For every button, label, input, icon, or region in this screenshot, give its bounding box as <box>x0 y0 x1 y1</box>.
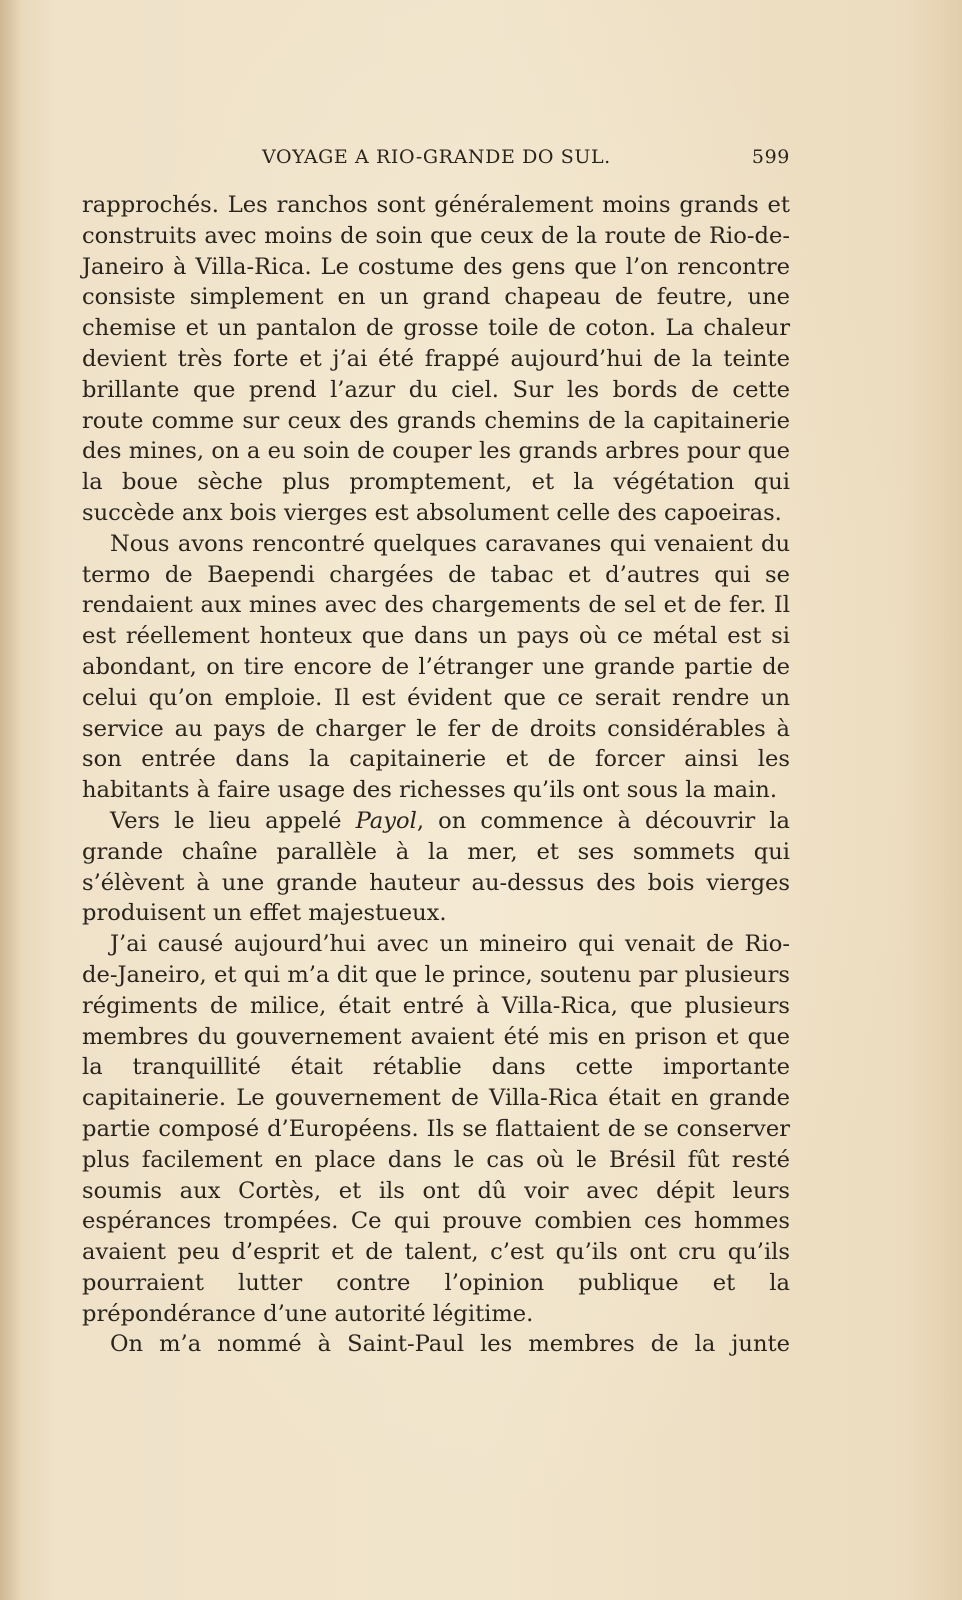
running-head <box>82 140 790 172</box>
paragraph-text: , on commence à découvrir la grande chaîne parallèle à la mer, et ses sommets qui s’élèvent à une grande hauteur au-dessus des bois vierges produisent un effet majestueux. <box>82 807 790 927</box>
paragraph: J’ai causé aujourd’hui avec un mineiro qui venait de Rio-de-Janeiro, et qui m’a dit que le prince, soutenu par plusieurs régiments de milice, était entré à Villa-Rica, que plusieurs membres du gouvernement avaient été mis en prison et que la tranquillité était rétablie dans cette importante capitainerie. Le gouvernement de Villa-Rica était en grande partie composé d’Européens. Ils se flattaient de se conserver plus facilement en place dans le cas où le Brésil fût resté soumis aux Cortès, et ils ont dû voir avec dépit leurs espérances trompées. Ce qui prouve combien ces hommes avaient peu d’esprit et de talent, c’est qu’ils ont cru qu’ils pourraient lutter contre l’opinion publique et la prépondérance d’une autorité légitime. <box>82 931 790 1327</box>
page-number: 599 <box>751 146 790 168</box>
paragraph: Nous avons rencontré quelques caravanes qui venaient du termo de Baependi chargées de tabac et d’autres qui se rendaient aux mines avec des chargements de sel et de fer. Il est réellement honteux que dans un pays où ce métal est si abondant, on tire encore de l’étranger une grande partie de celui qu’on emploie. Il est évident que ce serait rendre un service au pays de charger le fer de droits considérables à son entrée dans la capitainerie et de forcer ainsi les habitants à faire usage des richesses qu’ils ont sous la main. <box>82 530 790 804</box>
running-title: VOYAGE A RIO-GRANDE DO SUL. <box>262 146 611 168</box>
paragraph <box>82 806 790 929</box>
place-name-italic: Payol <box>355 807 417 834</box>
paragraph: On m’a nommé à Saint-Paul les membres de la junte <box>110 1331 790 1358</box>
paragraph-text: Vers le lieu appelé <box>110 807 356 834</box>
paragraph: rapprochés. Les ranchos sont généralement moins grands et construits avec moins de soin que ceux de la route de Rio-de-Janeiro à Villa-Rica. Le costume des gens que l’on rencontre consiste simplement en un grand chapeau de feutre, une chemise et un pantalon de grosse toile de coton. La chaleur devient très forte et j’ai été frappé aujourd’hui de la teinte brillante que prend l’azur du ciel. Sur les bords de cette route comme sur ceux des grands chemins de la capitainerie des mines, on a eu soin de couper les grands arbres pour que la boue sèche plus promptement, et la végétation qui succède anx bois vierges est absolument celle des capoeiras. <box>82 192 790 526</box>
body-text <box>82 190 790 1360</box>
spine-shadow <box>0 0 22 1600</box>
